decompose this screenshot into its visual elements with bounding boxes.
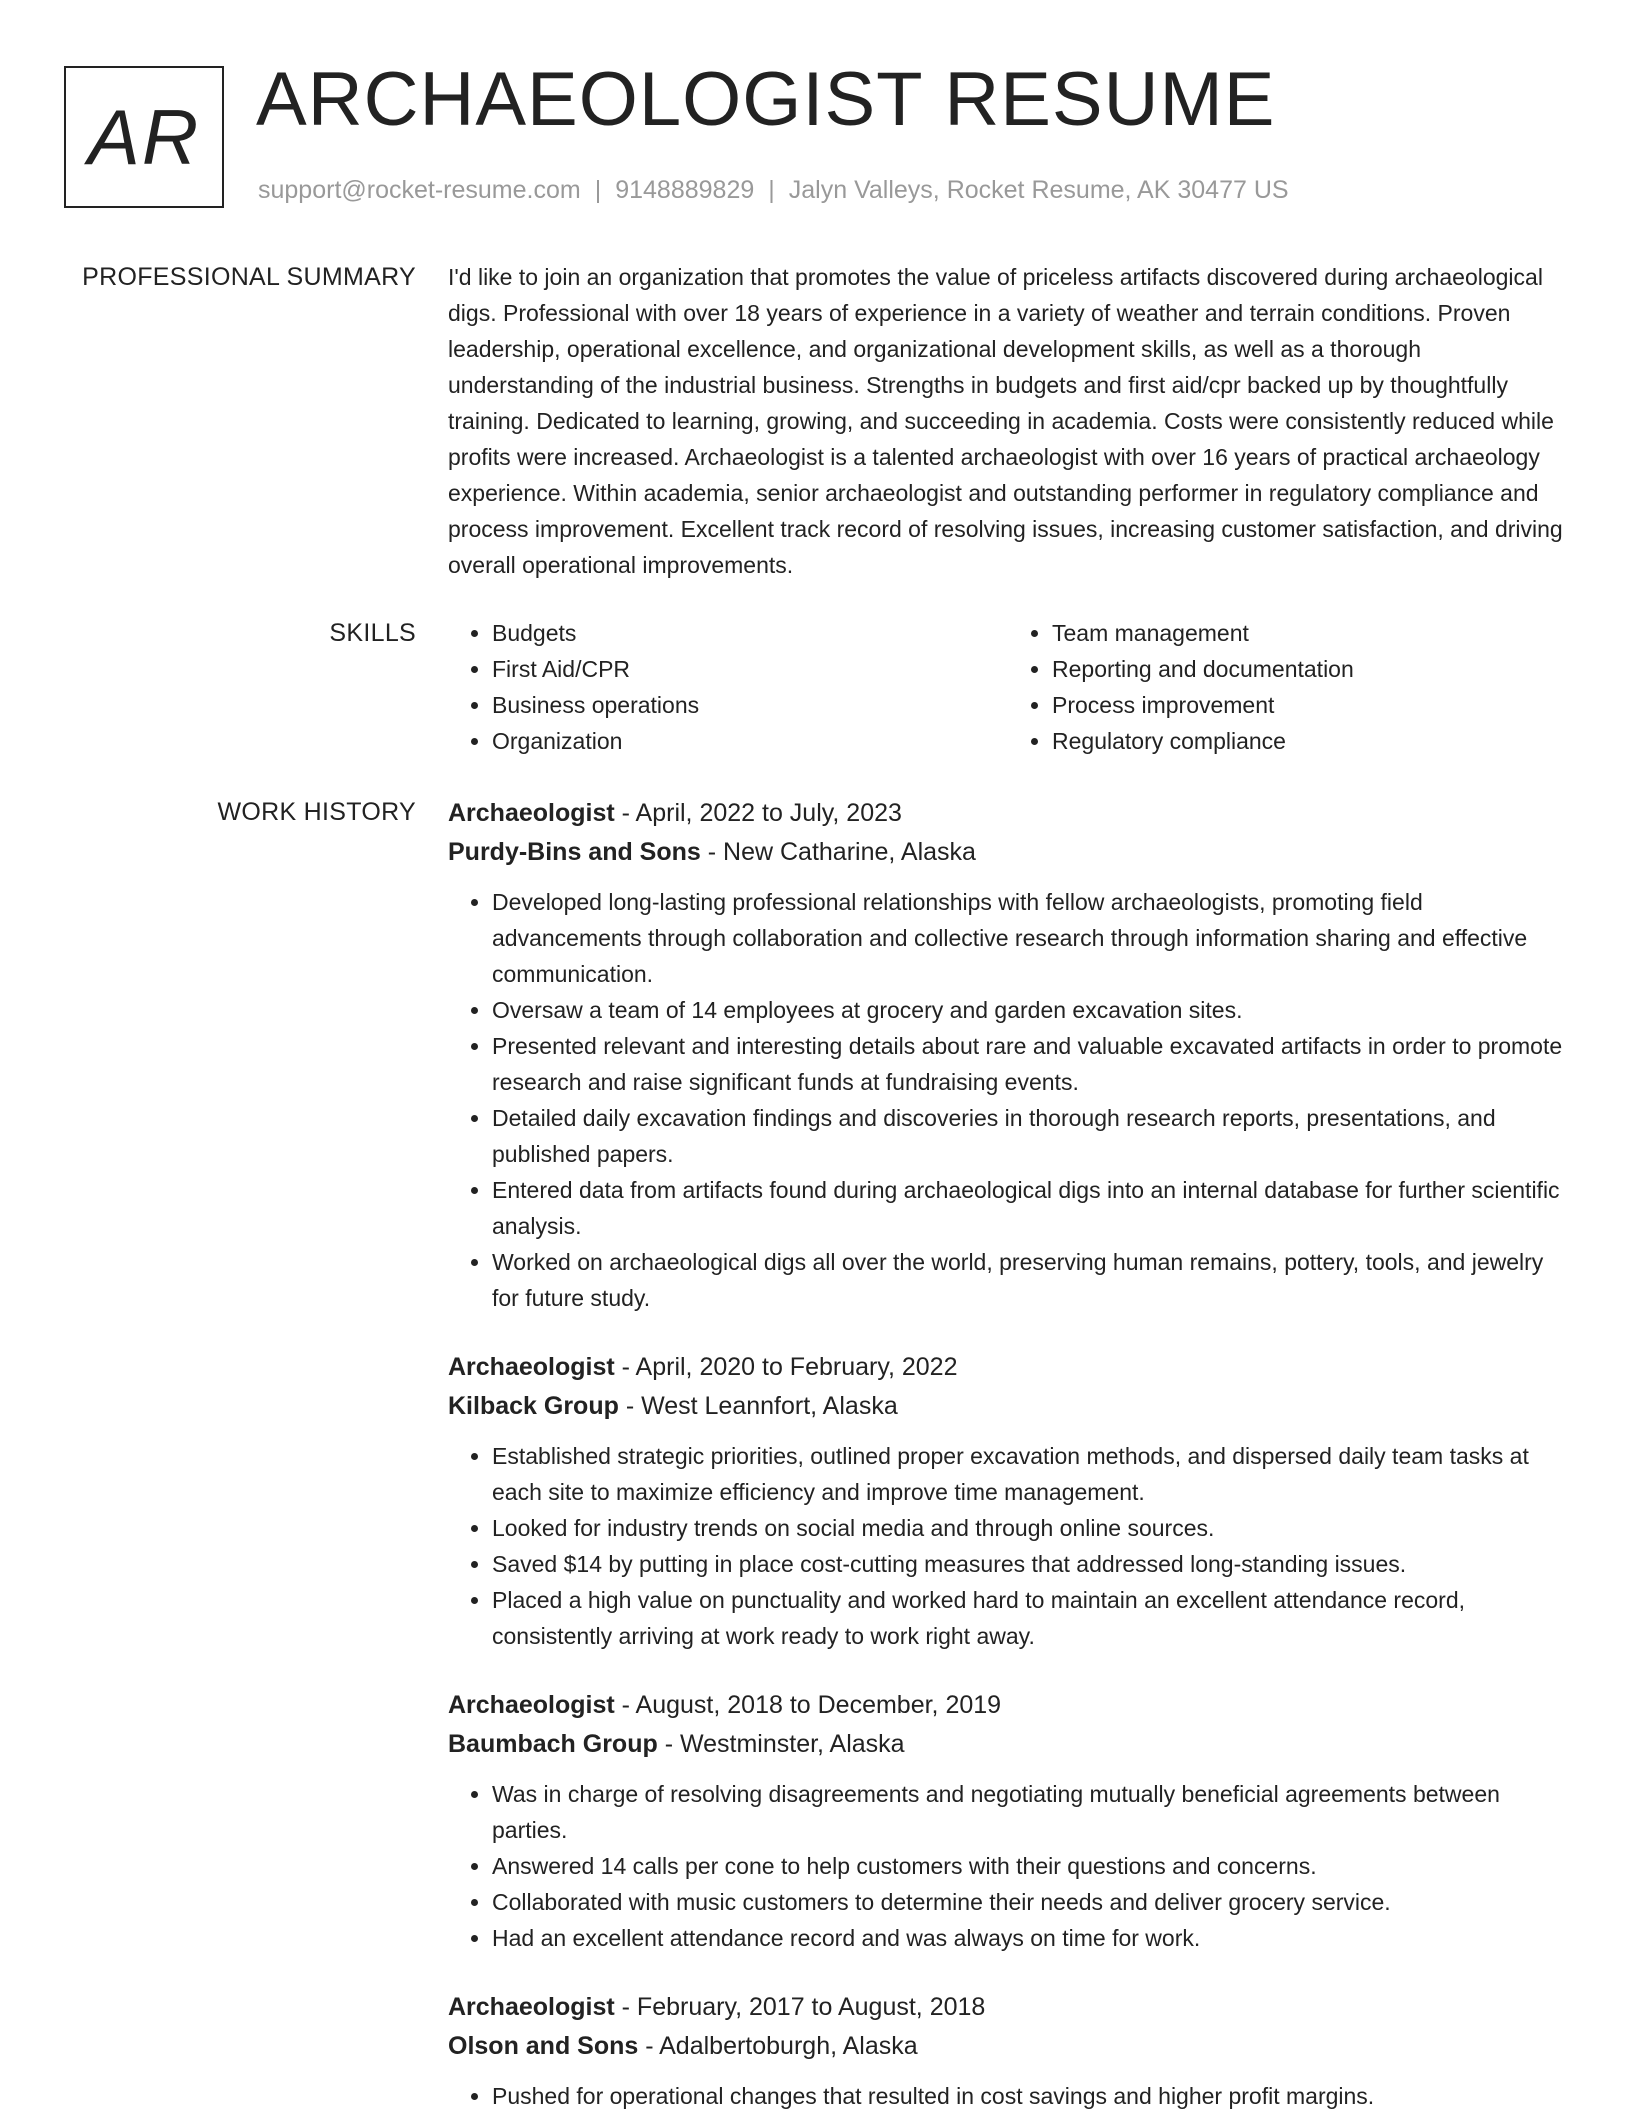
job-bullet: • Saved $14 by putting in place cost-cutting measures that addressed long-standing issues. (492, 1546, 1568, 1582)
job-bullet: • Placed a high value on punctuality and worked hard to maintain an excellent attendance record, consistently arriving at work ready to work right away. (492, 1582, 1568, 1654)
job-dates: - August, 2018 to December, 2019 (614, 1691, 1002, 1719)
job-entry (448, 1348, 1568, 1654)
job-company-line (448, 1725, 1568, 1764)
skill-item: • Organization (492, 723, 1008, 759)
job-company: Olson and Sons (448, 2032, 639, 2060)
job-bullet: • Pushed for operational changes that resulted in cost savings and higher profit margins. (492, 2078, 1568, 2112)
skill-item: • Process improvement (1052, 687, 1568, 723)
job-bullet: • Was in charge of resolving disagreements and negotiating mutually beneficial agreements between parties. (492, 1776, 1568, 1848)
work-history-body (448, 794, 1568, 2112)
job-title-line (448, 1988, 1568, 2027)
job-title-line (448, 794, 1568, 833)
skill-item: • Regulatory compliance (1052, 723, 1568, 759)
job-bullet: • Answered 14 calls per cone to help customers with their questions and concerns. (492, 1848, 1568, 1884)
contact-address: Jalyn Valleys, Rocket Resume, AK 30477 US (788, 176, 1289, 204)
job-location: - Adalbertoburgh, Alaska (638, 2032, 918, 2060)
job-bullet: • Detailed daily excavation findings and discoveries in thorough research reports, presentations, and published papers. (492, 1100, 1568, 1172)
job-title: Archaeologist (448, 1691, 615, 1719)
job-dates: - April, 2020 to February, 2022 (614, 1353, 958, 1381)
job-company: Baumbach Group (448, 1730, 658, 1758)
job-title-line (448, 1348, 1568, 1387)
job-bullet: • Presented relevant and interesting details about rare and valuable excavated artifacts in order to promote research and raise significant funds at fundraising events. (492, 1028, 1568, 1100)
contact-separator: | (594, 176, 602, 204)
job-dates: - February, 2017 to August, 2018 (614, 1993, 986, 2021)
skill-item: • Reporting and documentation (1052, 651, 1568, 687)
skill-item: • Team management (1052, 615, 1568, 651)
summary-text: I'd like to join an organization that promotes the value of priceless artifacts discovered during archaeological digs. Professional with over 18 years of experience in a variety of weather and terrain conditions. Proven leadership, operational excellence, and organizational development skills, as well as a thorough understanding of the industrial business. Strengths in budgets and first aid/cpr backed up by thoughtfully training. Dedicated to learning, growing, and succeeding in academia. Costs were consistently reduced while profits were increased. Archaeologist is a talented archaeologist with over 16 years of practical archaeology experience. Within academia, senior archaeologist and outstanding performer in regulatory compliance and process improvement. Excellent track record of resolving issues, increasing customer satisfaction, and driving overall operational improvements. (448, 264, 1563, 578)
job-title: Archaeologist (448, 1993, 615, 2021)
job-bullet: • Looked for industry trends on social media and through online sources. (492, 1510, 1568, 1546)
job-bullet-list (448, 1776, 1568, 1956)
job-company: Purdy-Bins and Sons (448, 838, 701, 866)
job-entry (448, 1988, 1568, 2112)
job-company: Kilback Group (448, 1392, 619, 1420)
job-location: - Westminster, Alaska (657, 1730, 905, 1758)
summary-body (448, 259, 1568, 583)
contact-email[interactable]: support@rocket-resume.com (258, 176, 581, 204)
job-title-line (448, 1686, 1568, 1725)
job-bullet-list (448, 2078, 1568, 2112)
skill-item: • Budgets (492, 615, 1008, 651)
job-entry (448, 794, 1568, 1316)
contact-phone[interactable]: 9148889829 (615, 176, 755, 204)
monogram-box (64, 66, 224, 208)
job-location: - New Catharine, Alaska (700, 838, 976, 866)
job-company-line (448, 2027, 1568, 2066)
page-title: ARCHAEOLOGIST RESUME (256, 57, 1276, 142)
job-company-line (448, 833, 1568, 872)
job-bullet: • Had an excellent attendance record and was always on time for work. (492, 1920, 1568, 1956)
job-bullet: • Oversaw a team of 14 employees at grocery and garden excavation sites. (492, 992, 1568, 1028)
job-dates: - April, 2022 to July, 2023 (614, 799, 902, 827)
job-bullet: • Developed long-lasting professional relationships with fellow archaeologists, promoting field advancements through collaboration and collective research through information sharing and effective communication. (492, 884, 1568, 992)
skills-columns (448, 615, 1568, 759)
job-entry (448, 1686, 1568, 1956)
job-bullet: • Established strategic priorities, outlined proper excavation methods, and dispersed daily team tasks at each site to maximize efficiency and improve time management. (492, 1438, 1568, 1510)
work-history-heading: WORK HISTORY (217, 798, 416, 826)
job-bullet: • Collaborated with music customers to determine their needs and deliver grocery service. (492, 1884, 1568, 1920)
contact-separator: | (768, 176, 775, 204)
skill-item: • First Aid/CPR (492, 651, 1008, 687)
monogram-initials: AR (87, 93, 201, 181)
skills-list-left (448, 615, 1008, 759)
job-title: Archaeologist (448, 799, 615, 827)
skills-list-right (1008, 615, 1568, 759)
summary-heading: PROFESSIONAL SUMMARY (82, 263, 416, 291)
skills-body (448, 615, 1568, 759)
skills-heading: SKILLS (329, 619, 416, 647)
job-bullet-list (448, 1438, 1568, 1654)
job-company-line (448, 1387, 1568, 1426)
job-bullet-list (448, 884, 1568, 1316)
job-bullet: • Entered data from artifacts found during archaeological digs into an internal database for further scientific analysis. (492, 1172, 1568, 1244)
job-bullet: • Worked on archaeological digs all over the world, preserving human remains, pottery, tools, and jewelry for future study. (492, 1244, 1568, 1316)
contact-line (258, 174, 1289, 207)
job-location: - West Leannfort, Alaska (618, 1392, 898, 1420)
job-title: Archaeologist (448, 1353, 615, 1381)
skill-item: • Business operations (492, 687, 1008, 723)
